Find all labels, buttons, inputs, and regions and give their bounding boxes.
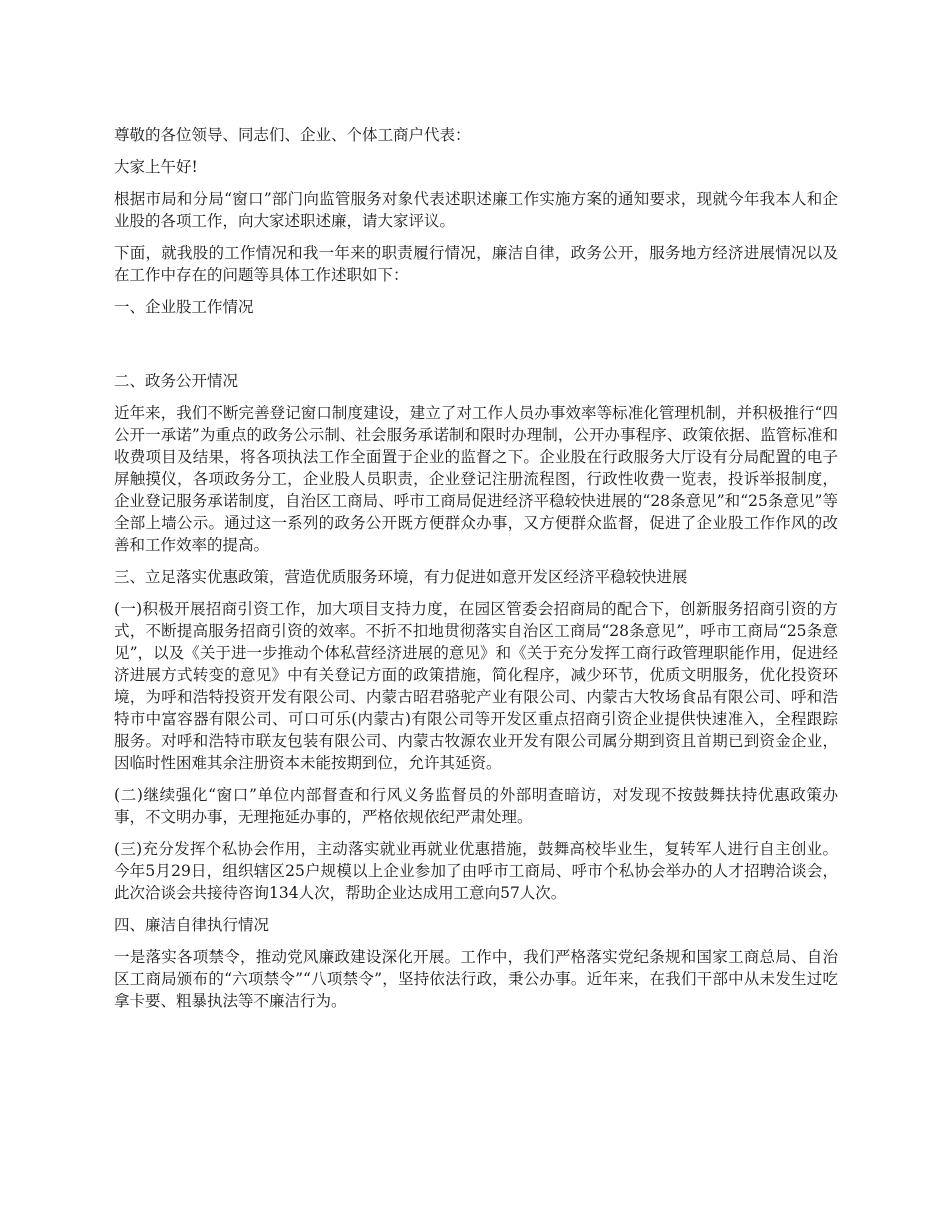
greeting: 大家上午好! xyxy=(114,158,198,176)
section-3-paragraph-1: (一)积极开展招商引资工作，加大项目支持力度，在园区管委会招商局的配合下，创新服务招商引资的方式，不断提高服务招商引资的效率。不折不扣地贯彻落实自治区工商局“28条意见”，呼市工商局“25条意见”，以及《关于进一步推动个体私营经济进展的意见》和《关于充分发挥工商行政管理职能作用，促进经济进展方式转变的意见》中有关登记方面的政策措施，简化程序，减少环节，优质文明服务，优化投资环境，为呼和浩特投资开发有限公司、内蒙古昭君骆驼产业有限公司、内蒙古大牧场食品有限公司、呼和浩特市中富容器有限公司、可口可乐(内蒙古)有限公司等开发区重点招商引资企业提供快速准入，全程跟踪服务。对呼和浩特市联友包装有限公司、内蒙古牧源农业开发有限公司属分期到资且首期已到资金企业，因临时性困难其余注册资本未能按期到位，允许其延资。 xyxy=(114,600,838,772)
section-4-paragraph-1: 一是落实各项禁令，推动党风廉政建设深化开展。工作中，我们严格落实党纪条规和国家工商总局、自治区工商局颁布的“六项禁令”“八项禁令”，坚持依法行政，秉公办事。近年来，在我们干部中从未发生过吃拿卡要、粗暴执法等不廉洁行为。 xyxy=(114,948,838,1010)
intro-paragraph-2: 下面，就我股的工作情况和我一年来的职责履行情况，廉洁自律，政务公开，服务地方经济进展情况以及在工作中存在的问题等具体工作述职如下： xyxy=(114,244,838,284)
section-3-heading: 三、立足落实优惠政策，营造优质服务环境，有力促进如意开发区经济平稳较快进展 xyxy=(114,568,688,586)
section-4-heading: 四、廉洁自律执行情况 xyxy=(114,916,270,934)
section-2-heading: 二、政务公开情况 xyxy=(114,372,239,390)
section-3-paragraph-2: (二)继续强化“窗口”单位内部督查和行风义务监督员的外部明查暗访，对发现不按鼓舞扶持优惠政策办事，不文明办事，无理拖延办事的，严格依规依纪严肃处理。 xyxy=(114,786,838,826)
section-2-paragraph: 近年来，我们不断完善登记窗口制度建设，建立了对工作人员办事效率等标准化管理机制，并积极推行“四公开一承诺”为重点的政务公示制、社会服务承诺制和限时办理制，公开办事程序、政策依据、监管标准和收费项目及结果，将各项执法工作全面置于企业的监督之下。企业股在行政服务大厅设有分局配置的电子屏触摸仪，各项政务分工，企业股人员职责，企业登记注册流程图，行政性收费一览表，投诉举报制度，企业登记服务承诺制度，自治区工商局、呼市工商局促进经济平稳较快进展的“28条意见”和“25条意见”等全部上墙公示。通过这一系列的政务公开既方便群众办事，又方便群众监督，促进了企业股工作作风的改善和工作效率的提高。 xyxy=(114,404,838,554)
section-1-heading: 一、企业股工作情况 xyxy=(114,298,254,316)
salutation: 尊敬的各位领导、同志们、企业、个体工商户代表： xyxy=(114,126,471,144)
document-page xyxy=(114,124,838,1022)
intro-paragraph-1: 根据市局和分局“窗口”部门向监管服务对象代表述职述廉工作实施方案的通知要求，现就今年我本人和企业股的各项工作，向大家述职述廉，请大家评议。 xyxy=(114,190,838,230)
section-gap xyxy=(114,328,838,370)
section-3-paragraph-3: (三)充分发挥个私协会作用，主动落实就业再就业优惠措施，鼓舞高校毕业生，复转军人进行自主创业。今年5月29日，组织辖区25户规模以上企业参加了由呼市工商局、呼市个私协会举办的人才招聘洽谈会，此次洽谈会共接待咨询134人次，帮助企业达成用工意向57人次。 xyxy=(114,840,838,902)
